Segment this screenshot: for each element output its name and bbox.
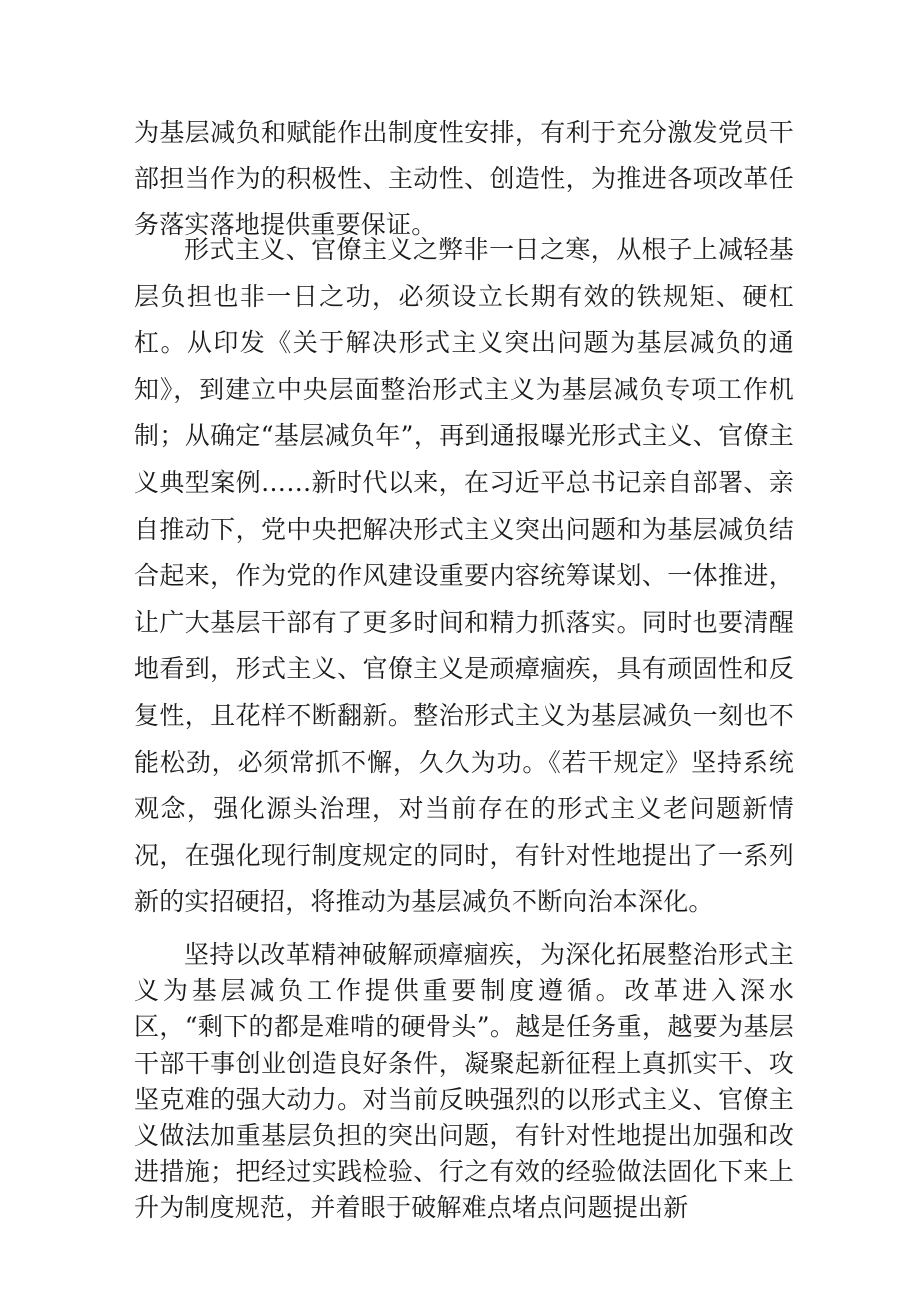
paragraph-2: 形式主义、官僚主义之弊非一日之寒，从根子上减轻基层负担也非一日之功，必须设立长期有效的铁规矩、硬杠杠。从印发《关于解决形式主义突出问题为基层减负的通知》，到建立中央层面整治形式主义为基层减负专项工作机制；从确定“基层减负年”，再到通报曝光形式主义、官僚主义典型案例……新时代以来，在习近平总书记亲自部署、亲自推动下，党中央把解决形式主义突出问题和为基层减负结合起来，作为党的作风建设重要内容统筹谋划、一体推进，让广大基层干部有了更多时间和精力抓落实。同时也要清醒地看到，形式主义、官僚主义是顽瘴痼疾，具有顽固性和反复性，且花样不断翻新。整治形式主义为基层减负一刻也不能松劲，必须常抓不懈，久久为功。《若干规定》坚持系统观念，强化源头治理，对当前存在的形式主义老问题新情况，在强化现行制度规定的同时，有针对性地提出了一系列新的实招硬招，将推动为基层减负不断向治本深化。 bbox=[134, 235, 794, 917]
paragraph-3: 坚持以改革精神破解顽瘴痼疾，为深化拓展整治形式主义为基层减负工作提供重要制度遵循。改革进入深水区，“剩下的都是难啃的硬骨头”。越是任务重，越要为基层干部干事创业创造良好条件，凝聚起新征程上真抓实干、攻坚克难的强大动力。对当前反映强烈的以形式主义、官僚主义做法加重基层负担的突出问题，有针对性地提出加强和改进措施；把经过实践检验、行之有效的经验做法固化下来上升为制度规范，并着眼于破解难点堵点问题提出新 bbox=[134, 940, 794, 1223]
paragraph-1: 为基层减负和赋能作出制度性安排，有利于充分激发党员干部担当作为的积极性、主动性、创造性，为推进各项改革任务落实落地提供重要保证。 bbox=[134, 118, 794, 239]
